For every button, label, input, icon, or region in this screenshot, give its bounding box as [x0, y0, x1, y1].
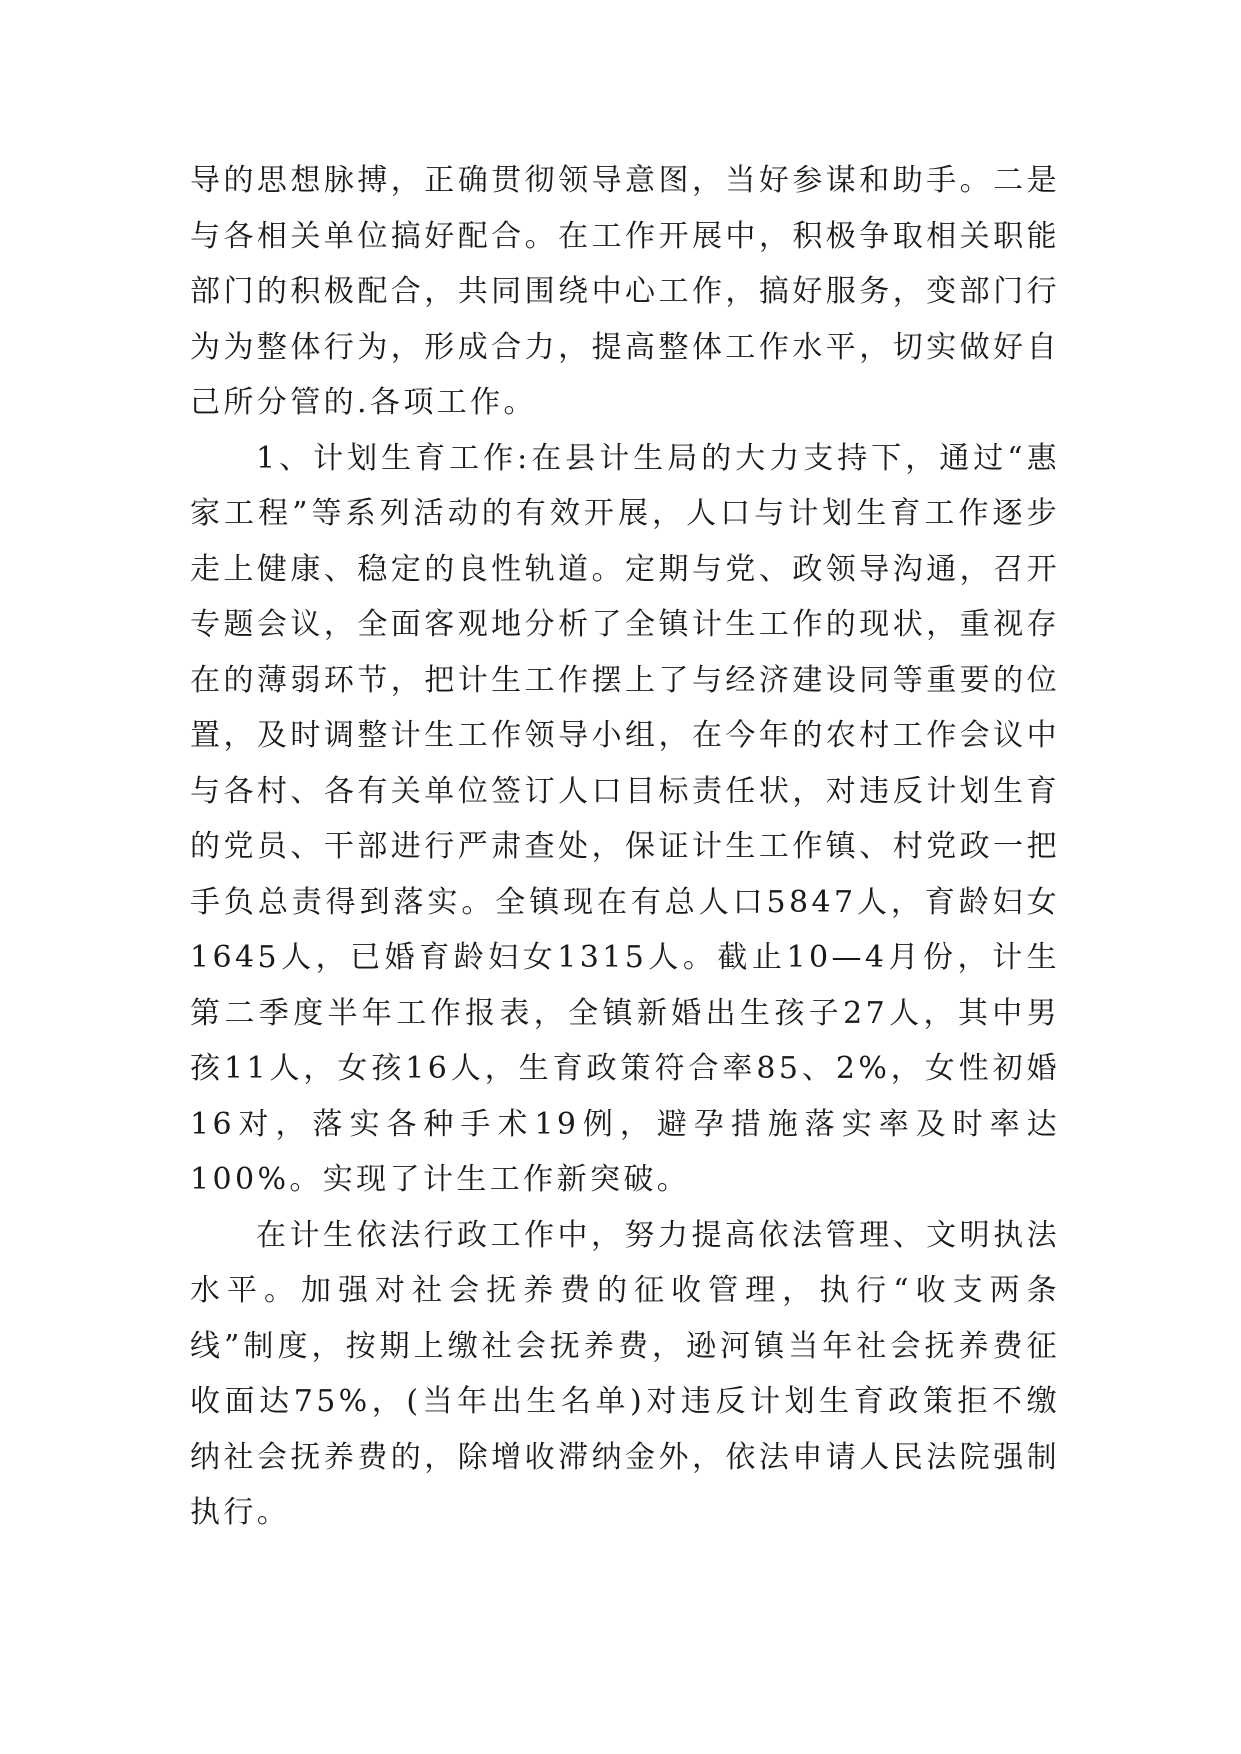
document-body — [190, 153, 1060, 1541]
paragraph-law-enforcement: 在计生依法行政工作中，努力提高依法管理、文明执法水平。加强对社会抚养费的征收管理，执行“收支两条线”制度，按期上缴社会抚养费，逊河镇当年社会抚养费征收面达75%，(当年出生名单)对违反计划生育政策拒不缴纳社会抚养费的，除增收滞纳金外，依法申请人民法院强制执行。 — [190, 1217, 1060, 1530]
paragraph-family-planning: 1、计划生育工作:在县计生局的大力支持下，通过“惠家工程”等系列活动的有效开展，人口与计划生育工作逐步走上健康、稳定的良性轨道。定期与党、政领导沟通，召开专题会议，全面客观地分析了全镇计生工作的现状，重视存在的薄弱环节，把计生工作摆上了与经济建设同等重要的位置，及时调整计生工作领导小组，在今年的农村工作会议中与各村、各有关单位签订人口目标责任状，对违反计划生育的党员、干部进行严肃查处，保证计生工作镇、村党政一把手负总责得到落实。全镇现在有总人口5847人，育龄妇女1645人，已婚育龄妇女1315人。截止10—4月份，计生第二季度半年工作报表，全镇新婚出生孩子27人，其中男孩11人，女孩16人，生育政策符合率85、2%，女性初婚16对，落实各种手术19例，避孕措施落实率及时率达100%。实现了计生工作新突破。 — [190, 440, 1060, 1197]
paragraph-intro-continuation: 导的思想脉搏，正确贯彻领导意图，当好参谋和助手。二是与各相关单位搞好配合。在工作开展中，积极争取相关职能部门的积极配合，共同围绕中心工作，搞好服务，变部门行为为整体行为，形成合力，提高整体工作水平，切实做好自己所分管的.各项工作。 — [190, 163, 1060, 420]
